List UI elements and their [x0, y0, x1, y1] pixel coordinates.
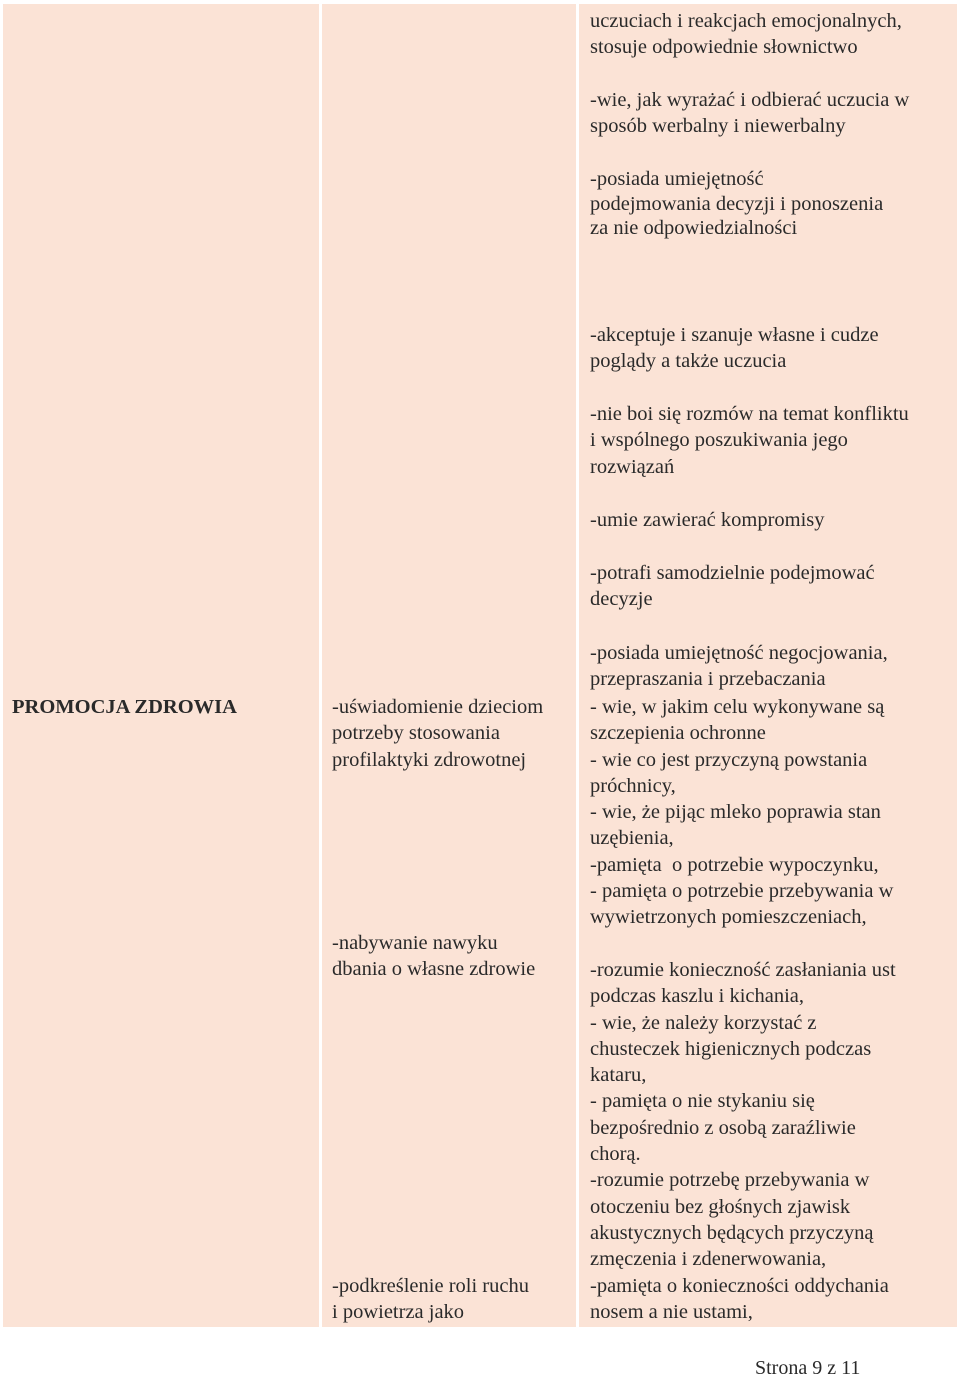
area-label: PROMOCJA ZDROWIA [12, 696, 237, 718]
outcome-item: -potrafi samodzielnie podejmować decyzje [590, 562, 875, 611]
outcome-item: -nie boi się rozmów na temat konfliktu i wspólnego poszukiwania jego rozwiązań [590, 403, 909, 478]
goal-item: -nabywanie nawyku dbania o własne zdrowie [332, 932, 536, 981]
outcome-item: -rozumie konieczność zasłaniania ust podczas kaszlu i kichania, - wie, że należy korzystać z chusteczek higienicznych podczas kataru, - pamięta o nie stykaniu się bezpośrednio z osobą zaraźliwie chorą. -rozumie potrzebę przebywania w otoczeniu bez głośnych zjawisk akustycznych będących przyczyną zmęczenia i zdenerwowania, -pamięta o konieczności oddychania nosem a nie ustami, [590, 959, 896, 1323]
outcome-item: -posiada umiejętność negocjowania, przepraszania i przebaczania [590, 642, 888, 691]
area-column-cell [3, 4, 319, 1327]
outcome-item: -posiada umiejętność podejmowania decyzji i ponoszenia za nie odpowiedzialności [590, 168, 884, 239]
outcome-item: -akceptuje i szanuje własne i cudze poglądy a także uczucia [590, 324, 879, 373]
outcome-item: uczuciach i reakcjach emocjonalnych, stosuje odpowiednie słownictwo [590, 10, 902, 59]
outcome-item: -umie zawierać kompromisy [590, 509, 825, 531]
page-number: Strona 9 z 11 [755, 1357, 861, 1379]
goal-item: -podkreślenie roli ruchu i powietrza jako [332, 1275, 529, 1324]
outcome-item: -wie, jak wyrażać i odbierać uczucia w sposób werbalny i niewerbalny [590, 89, 910, 138]
goal-item: -uświadomienie dzieciom potrzeby stosowania profilaktyki zdrowotnej [332, 696, 544, 771]
goals-column-cell [322, 4, 576, 1327]
outcome-item: - wie, w jakim celu wykonywane są szczepienia ochronne - wie co jest przyczyną powstania próchnicy, - wie, że pijąc mleko poprawia stan uzębienia, -pamięta o potrzebie wypoczynku, - pamięta o potrzebie przebywania w wywietrzonych pomieszczeniach, [590, 696, 894, 929]
